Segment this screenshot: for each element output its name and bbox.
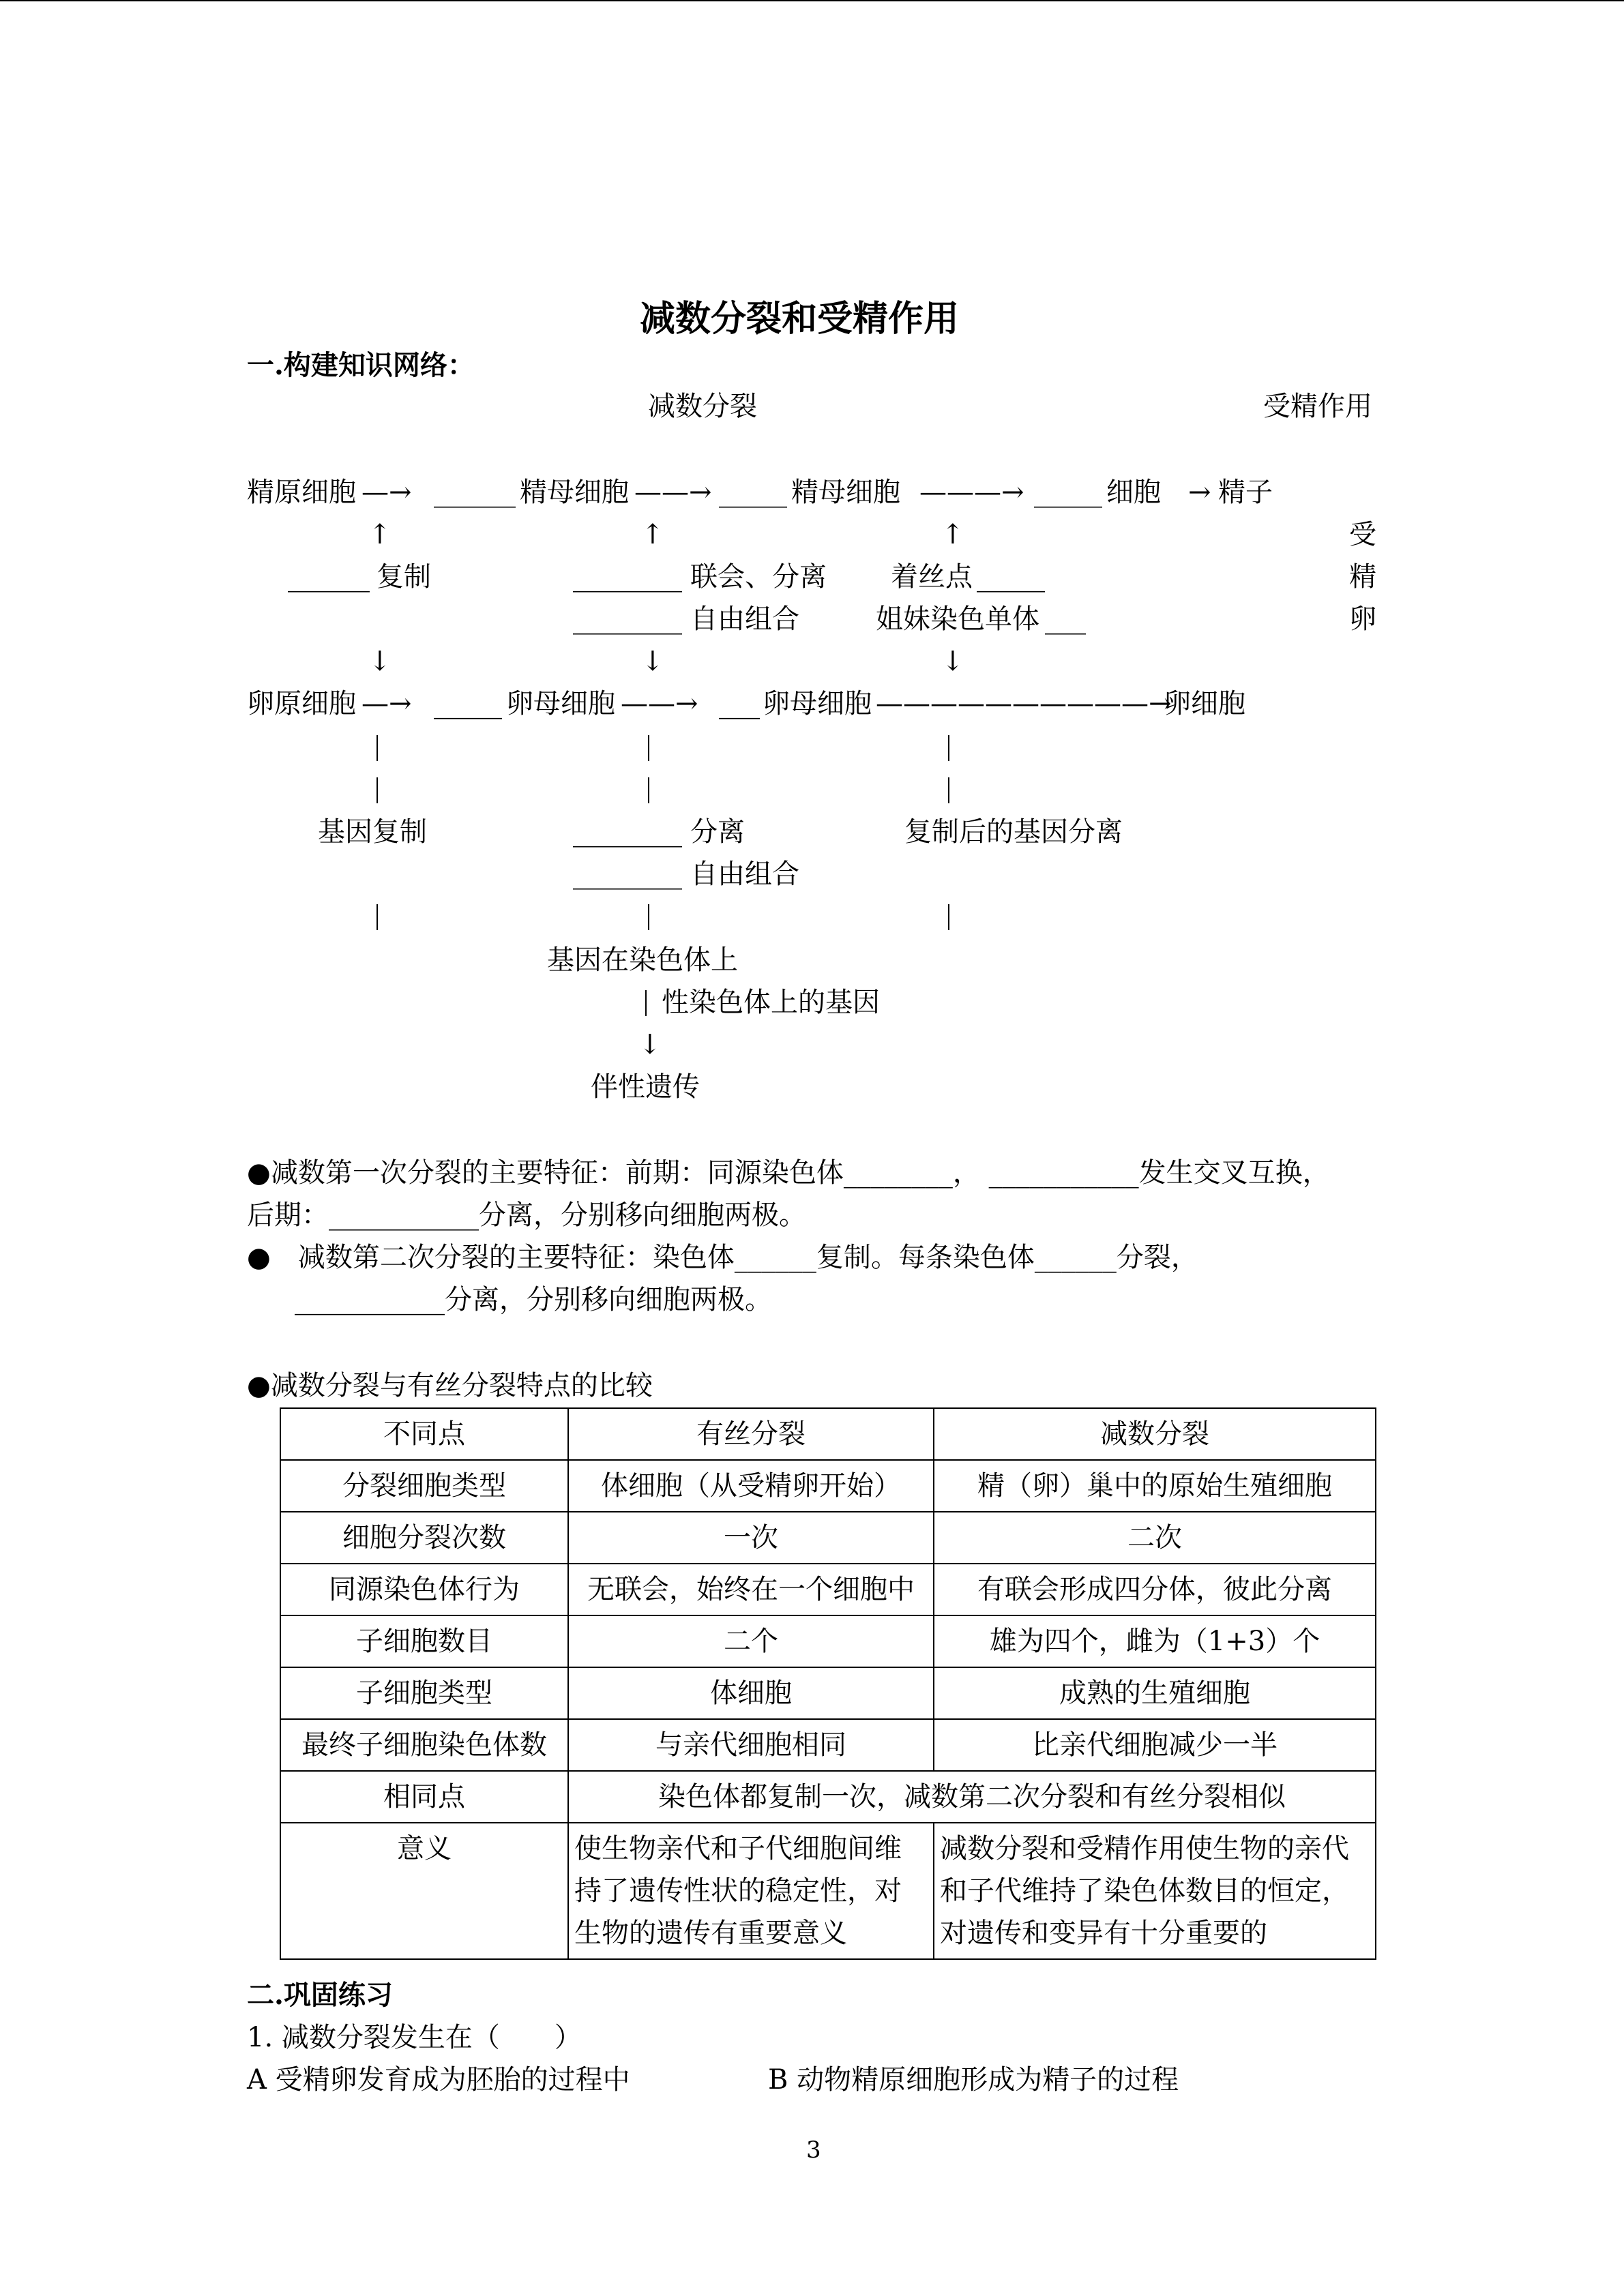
option-b: B 动物精原细胞形成为精子的过程: [768, 2064, 1179, 2096]
option-a: A 受精卵发育成为胚胎的过程中: [247, 2064, 630, 2096]
blank-17: ______: [1034, 1242, 1117, 1273]
connector: [648, 777, 649, 803]
blank-9: _____: [434, 688, 502, 719]
table-header-cell: 不同点: [280, 1408, 568, 1460]
blank-15: ___________: [329, 1199, 479, 1231]
bullet-icon: ●: [247, 1242, 271, 1273]
arrow-up-icon: ↑: [641, 519, 664, 550]
blank-4: ______: [288, 561, 370, 593]
node-sperm: 精子: [1218, 477, 1273, 508]
table-cell: 细胞分裂次数: [280, 1512, 568, 1564]
table-cell: 体细胞（从受精卵开始）: [568, 1460, 934, 1512]
connector: [377, 904, 378, 930]
section2-heading: 二.巩固练习: [247, 1979, 393, 2011]
arrow-down-icon: ↓: [941, 646, 964, 677]
node-spermatid: 细胞: [1106, 477, 1161, 508]
table-row-same: [280, 1771, 1376, 1823]
table-cell: 一次: [568, 1512, 934, 1564]
blank-12: ________: [573, 859, 682, 890]
meiosis1-text-b: ，: [952, 1157, 980, 1189]
connector: [645, 990, 647, 1016]
node-oogonium: 卵原细胞: [247, 688, 356, 719]
note-genes-on-chromosomes: 基因在染色体上: [547, 944, 738, 976]
meiosis1-text-a: ●减数第一次分裂的主要特征：前期：同源染色体: [247, 1157, 844, 1189]
note-gene-replicate: 基因复制: [318, 816, 427, 848]
blank-10: ___: [719, 688, 760, 719]
note-after-replicate: 复制后的基因分离: [904, 816, 1123, 848]
note-sister-chromatids: 姐妹染色单体: [876, 603, 1039, 635]
table-row: [280, 1460, 1376, 1512]
arrow-right-icon: —→: [361, 688, 412, 719]
comparison-table: [280, 1407, 1376, 1960]
table-cell: 子细胞类型: [280, 1667, 568, 1719]
table-cell: 精（卵）巢中的原始生殖细胞: [934, 1460, 1376, 1512]
table-cell: 无联会，始终在一个细胞中: [568, 1564, 934, 1615]
node-primary-spermatocyte: 精母细胞: [520, 477, 629, 508]
table-cell: 与亲代细胞相同: [568, 1719, 934, 1771]
table-cell: 同源染色体行为: [280, 1564, 568, 1615]
meiosis1-features-line2: [247, 1199, 806, 1231]
meiosis2-text-b: 复制。每条染色体: [816, 1242, 1035, 1273]
table-row: [280, 1719, 1376, 1771]
connector: [377, 735, 378, 761]
arrow-right-icon: ——————————→: [876, 688, 1172, 719]
connector: [648, 735, 649, 761]
table-cell: 相同点: [280, 1771, 568, 1823]
blank-3: _____: [1034, 477, 1102, 508]
meiosis1-features-line1: [247, 1159, 1330, 1187]
table-cell: 减数分裂和受精作用使生物的亲代和子代维持了染色体数目的恒定，对遗传和变异有十分重要的: [934, 1823, 1376, 1959]
table-row: [280, 1564, 1376, 1615]
table-row-meaning: [280, 1823, 1376, 1959]
table-header-cell: 有丝分裂: [568, 1408, 934, 1460]
note-free-combination: 自由组合: [690, 603, 799, 635]
label-fertilization: 受精作用: [1263, 391, 1372, 422]
table-header-row: [280, 1408, 1376, 1460]
node-egg: 卵细胞: [1164, 688, 1245, 719]
node-secondary-oocyte: 卵母细胞: [763, 688, 872, 719]
table-cell: 二次: [934, 1512, 1376, 1564]
arrow-right-icon: ——→: [634, 477, 712, 508]
table-cell: 使生物亲代和子代细胞间维持了遗传性状的稳定性，对生物的遗传有重要意义: [568, 1823, 934, 1959]
node-spermatogonium: 精原细胞: [247, 477, 356, 508]
blank-1: ______: [434, 477, 516, 508]
table-row: [280, 1512, 1376, 1564]
meiosis1-text-d: 后期：: [247, 1199, 329, 1231]
note-sex-linked: 伴性遗传: [591, 1071, 700, 1103]
meiosis2-features-line1: [247, 1244, 1198, 1271]
table-cell: 二个: [568, 1615, 934, 1667]
connector: [948, 904, 949, 930]
blank-11: ________: [573, 816, 682, 848]
meiosis2-text-c: 分裂，: [1116, 1242, 1198, 1273]
connector: [648, 904, 649, 930]
vertical-label-3: 卵: [1349, 603, 1376, 635]
page-title: 减数分裂和受精作用: [640, 298, 960, 340]
blank-6: _____: [977, 561, 1045, 593]
note-replicate: 复制: [377, 561, 431, 593]
connector: [377, 777, 378, 803]
table-cell: 子细胞数目: [280, 1615, 568, 1667]
section1-heading: 一.构建知识网络：: [247, 349, 475, 381]
arrow-down-icon: ↓: [368, 646, 392, 677]
meiosis2-text-a: 减数第二次分裂的主要特征：染色体: [297, 1242, 735, 1273]
arrow-up-icon: ↑: [368, 519, 392, 550]
arrow-down-icon: ↓: [641, 646, 664, 677]
blank-2: _____: [719, 477, 787, 508]
node-secondary-spermatocyte: 精母细胞: [791, 477, 900, 508]
arrow-right-icon: ——→: [621, 688, 698, 719]
vertical-label-2: 精: [1349, 561, 1376, 593]
table-cell: 染色体都复制一次，减数第二次分裂和有丝分裂相似: [568, 1771, 1376, 1823]
blank-16: ______: [734, 1242, 816, 1273]
table-row: [280, 1615, 1376, 1667]
label-meiosis: 减数分裂: [648, 391, 757, 422]
arrow-right-icon: →: [1188, 477, 1211, 508]
page-number: 3: [806, 2136, 821, 2164]
arrow-up-icon: ↑: [941, 519, 964, 550]
table-cell: 最终子细胞染色体数: [280, 1719, 568, 1771]
vertical-label-1: 受: [1349, 519, 1376, 550]
connector: [948, 777, 949, 803]
arrow-down-icon: ↓: [638, 1029, 662, 1060]
meiosis1-text-e: 分离，分别移向细胞两极。: [479, 1199, 806, 1231]
meiosis1-text-c: 发生交叉互换，: [1138, 1157, 1330, 1189]
table-cell: 雄为四个，雌为（1+3）个: [934, 1615, 1376, 1667]
meiosis2-features-line2: [295, 1286, 772, 1313]
connector: [948, 735, 949, 761]
table-cell: 有联会形成四分体，彼此分离: [934, 1564, 1376, 1615]
table-cell: 分裂细胞类型: [280, 1460, 568, 1512]
arrow-right-icon: —→: [361, 477, 412, 508]
top-border: [0, 0, 1624, 1]
blank-14: ___________: [979, 1157, 1139, 1189]
table-cell: 体细胞: [568, 1667, 934, 1719]
note-centromere: 着丝点: [891, 561, 973, 593]
blank-7: ________: [573, 603, 682, 635]
table-row: [280, 1667, 1376, 1719]
table-header-cell: 减数分裂: [934, 1408, 1376, 1460]
table-cell: 比亲代细胞减少一半: [934, 1719, 1376, 1771]
blank-8: ___: [1045, 603, 1086, 635]
note-sex-chromosome-genes: 性染色体上的基因: [662, 987, 880, 1018]
note-free-combination-2: 自由组合: [690, 859, 799, 890]
node-primary-oocyte: 卵母细胞: [506, 688, 615, 719]
blank-18: ___________: [295, 1284, 445, 1315]
blank-5: ________: [573, 561, 682, 593]
question-1: 1. 减数分裂发生在（ ）: [247, 2022, 582, 2053]
note-synapsis: 联会、分离: [690, 561, 827, 593]
arrow-right-icon: ———→: [919, 477, 1024, 508]
table-cell: 意义: [280, 1823, 568, 1959]
blank-13: ________: [843, 1157, 953, 1189]
table-cell: 成熟的生殖细胞: [934, 1667, 1376, 1719]
comparison-heading: ●减数分裂与有丝分裂特点的比较: [247, 1370, 653, 1401]
meiosis2-text-d: 分离，分别移向细胞两极。: [445, 1284, 772, 1315]
note-separate: 分离: [690, 816, 745, 848]
